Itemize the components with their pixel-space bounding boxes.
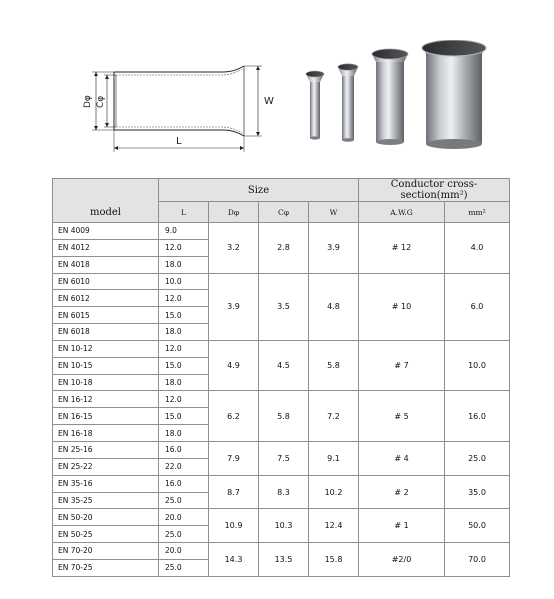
table-mm2-cell: 35.0 — [445, 475, 510, 509]
table-awg-cell: # 4 — [359, 441, 445, 475]
table-awg-cell: # 1 — [359, 509, 445, 543]
table-model-cell: EN 16-12 — [53, 391, 159, 408]
table-model-cell: EN 50-25 — [53, 526, 159, 543]
table-mm2-cell: 25.0 — [445, 441, 510, 475]
spec-table-body — [53, 223, 510, 577]
table-awg-cell: # 10 — [359, 273, 445, 340]
table-c-cell: 4.5 — [259, 340, 309, 391]
table-model-cell: EN 10-12 — [53, 340, 159, 357]
table-mm2-cell: 10.0 — [445, 340, 510, 391]
table-length-cell: 12.0 — [159, 290, 209, 307]
ferrule-product-photo — [296, 40, 496, 160]
table-model-cell: EN 50-20 — [53, 509, 159, 526]
ferrule-small-2 — [338, 64, 358, 142]
table-model-cell: EN 10-15 — [53, 357, 159, 374]
table-awg-cell: # 7 — [359, 340, 445, 391]
table-length-cell: 20.0 — [159, 543, 209, 560]
table-w-cell: 12.4 — [309, 509, 359, 543]
table-model-cell: EN 35-16 — [53, 475, 159, 492]
table-c-cell: 3.5 — [259, 273, 309, 340]
table-length-cell: 18.0 — [159, 374, 209, 391]
table-model-cell: EN 70-20 — [53, 543, 159, 560]
header-mm2: mm² — [445, 202, 510, 223]
table-length-cell: 18.0 — [159, 324, 209, 341]
table-w-cell: 4.8 — [309, 273, 359, 340]
table-length-cell: 25.0 — [159, 492, 209, 509]
table-model-cell: EN 6012 — [53, 290, 159, 307]
table-d-cell: 7.9 — [209, 441, 259, 475]
table-model-cell: EN 70-25 — [53, 559, 159, 576]
spec-table — [52, 178, 510, 577]
table-awg-cell: # 12 — [359, 223, 445, 274]
table-model-cell: EN 4009 — [53, 223, 159, 240]
table-awg-cell: #2/0 — [359, 543, 445, 577]
table-length-cell: 18.0 — [159, 425, 209, 442]
table-length-cell: 12.0 — [159, 239, 209, 256]
table-length-cell: 16.0 — [159, 441, 209, 458]
ferrule-large — [422, 40, 486, 149]
table-length-cell: 15.0 — [159, 357, 209, 374]
table-awg-cell: # 5 — [359, 391, 445, 442]
table-mm2-cell: 50.0 — [445, 509, 510, 543]
table-c-cell: 10.3 — [259, 509, 309, 543]
table-length-cell: 18.0 — [159, 256, 209, 273]
header-size: Size — [159, 179, 359, 202]
table-length-cell: 10.0 — [159, 273, 209, 290]
header-W: W — [309, 202, 359, 223]
table-length-cell: 9.0 — [159, 223, 209, 240]
table-c-cell: 5.8 — [259, 391, 309, 442]
table-w-cell: 15.8 — [309, 543, 359, 577]
table-c-cell: 2.8 — [259, 223, 309, 274]
table-model-cell: EN 16-15 — [53, 408, 159, 425]
table-d-cell: 6.2 — [209, 391, 259, 442]
table-length-cell: 15.0 — [159, 307, 209, 324]
table-c-cell: 13.5 — [259, 543, 309, 577]
table-c-cell: 8.3 — [259, 475, 309, 509]
table-length-cell: 16.0 — [159, 475, 209, 492]
label-c-inner: Cφ — [96, 95, 106, 108]
table-w-cell: 9.1 — [309, 441, 359, 475]
table-awg-cell: # 2 — [359, 475, 445, 509]
table-length-cell: 12.0 — [159, 391, 209, 408]
table-d-cell: 8.7 — [209, 475, 259, 509]
header-model: model — [53, 179, 159, 223]
header-D: Dφ — [209, 202, 259, 223]
table-length-cell: 12.0 — [159, 340, 209, 357]
table-d-cell: 10.9 — [209, 509, 259, 543]
table-mm2-cell: 4.0 — [445, 223, 510, 274]
label-length: L — [176, 136, 182, 147]
table-model-cell: EN 6018 — [53, 324, 159, 341]
table-c-cell: 7.5 — [259, 441, 309, 475]
table-model-cell: EN 10-18 — [53, 374, 159, 391]
table-length-cell: 25.0 — [159, 526, 209, 543]
table-model-cell: EN 25-22 — [53, 458, 159, 475]
table-mm2-cell: 6.0 — [445, 273, 510, 340]
table-model-cell: EN 35-25 — [53, 492, 159, 509]
table-d-cell: 14.3 — [209, 543, 259, 577]
table-d-cell: 3.9 — [209, 273, 259, 340]
label-d-outer: Dφ — [83, 95, 93, 108]
table-length-cell: 20.0 — [159, 509, 209, 526]
header-awg: A.W.G — [359, 202, 445, 223]
table-model-cell: EN 16-18 — [53, 425, 159, 442]
table-model-cell: EN 4012 — [53, 239, 159, 256]
table-model-cell: EN 4018 — [53, 256, 159, 273]
table-model-cell: EN 6015 — [53, 307, 159, 324]
table-w-cell: 5.8 — [309, 340, 359, 391]
header-L: L — [159, 202, 209, 223]
table-length-cell: 25.0 — [159, 559, 209, 576]
ferrule-dimension-diagram — [72, 60, 282, 160]
table-w-cell: 3.9 — [309, 223, 359, 274]
table-d-cell: 3.2 — [209, 223, 259, 274]
table-d-cell: 4.9 — [209, 340, 259, 391]
table-w-cell: 10.2 — [309, 475, 359, 509]
table-mm2-cell: 16.0 — [445, 391, 510, 442]
table-w-cell: 7.2 — [309, 391, 359, 442]
header-conductor: Conductor cross-section(mm²) — [359, 179, 510, 202]
label-width: W — [264, 96, 274, 107]
table-model-cell: EN 25-16 — [53, 441, 159, 458]
header-C: Cφ — [259, 202, 309, 223]
table-model-cell: EN 6010 — [53, 273, 159, 290]
ferrule-medium — [372, 49, 408, 145]
table-mm2-cell: 70.0 — [445, 543, 510, 577]
ferrule-small-1 — [306, 71, 324, 140]
table-length-cell: 15.0 — [159, 408, 209, 425]
table-length-cell: 22.0 — [159, 458, 209, 475]
